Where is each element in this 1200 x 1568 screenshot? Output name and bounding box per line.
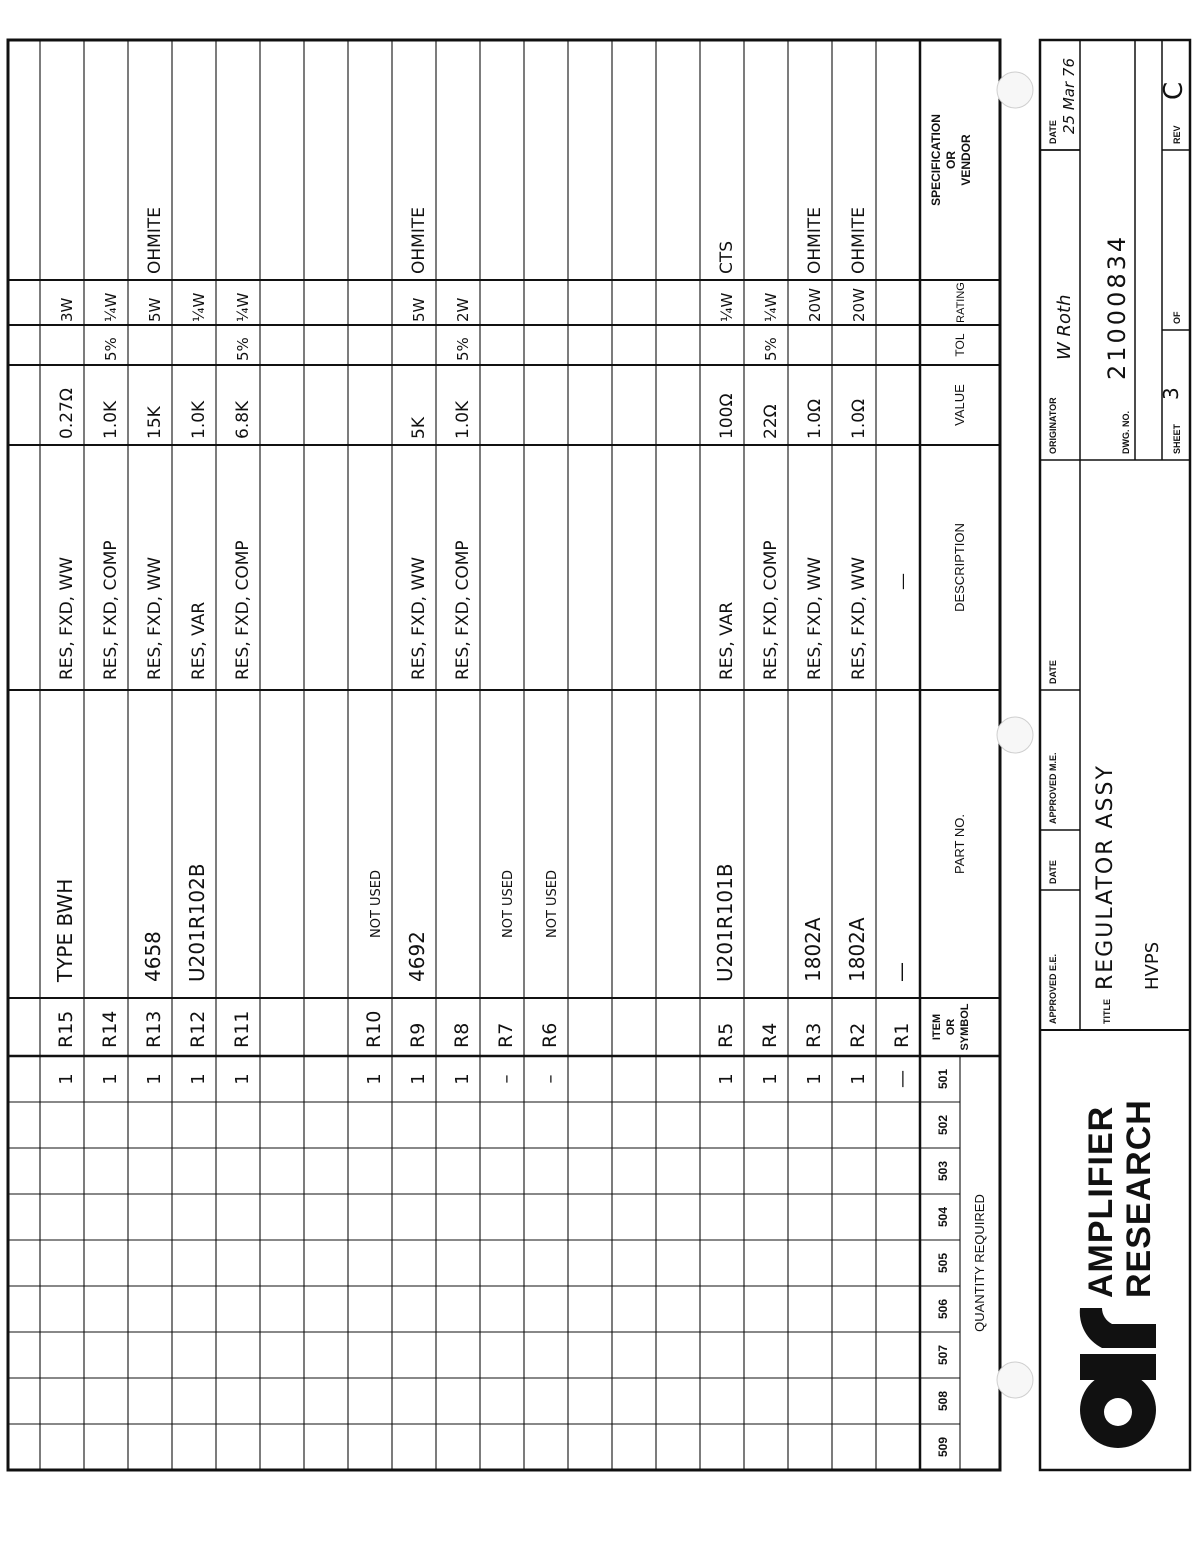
vendor-cell: OHMITE [409,207,429,274]
item-cell: R5 [715,1022,737,1048]
parts-table [8,40,1000,1470]
table-row [185,292,209,1084]
date-label-3: DATE [1048,120,1058,144]
item-cell: R4 [759,1022,781,1048]
dwg-no-label: DWG. NO. [1121,411,1131,454]
qty-group-header: QUANTITY REQUIRED [972,1194,987,1332]
qty-header-502: 502 [936,1114,950,1136]
table-row [801,207,825,1085]
binder-hole [997,717,1033,753]
dwg-no-value: 21000834 [1103,233,1131,380]
part-no-cell: U201R101B [713,863,737,982]
sheet-label: SHEET [1172,423,1182,454]
value-cell: 22Ω [761,404,781,439]
qty-501-cell: – [496,1074,517,1084]
qty-header-509: 509 [936,1436,950,1458]
qty-header-507: 507 [936,1344,950,1366]
qty-501-cell: 1 [848,1073,869,1085]
table-row [451,297,473,1084]
title-block [1040,40,1190,1470]
binder-hole [997,72,1033,108]
item-cell: R1 [891,1022,913,1048]
table-row [363,870,385,1085]
logo-a-counter [1104,1398,1132,1426]
tol-cell: 5% [454,337,472,361]
rating-cell: 20W [806,288,824,322]
tol-cell: 5% [102,337,120,361]
value-cell: 1.0Ω [805,398,825,439]
part-no-cell: U201R102B [185,863,209,982]
item-cell: R10 [363,1010,385,1048]
table-row [889,573,913,1088]
qty-501-cell: 1 [56,1073,77,1085]
description-header: DESCRIPTION [952,523,967,612]
spec-header-line1: SPECIFICATION [929,114,943,206]
qty-header-505: 505 [936,1252,950,1274]
parts-list-drawing [0,38,1200,1530]
table-row [99,292,121,1084]
spec-header-line3: VENDOR [959,134,973,186]
table-row [141,207,165,1085]
title-line2: HVPS [1142,941,1163,990]
rating-header: RATING [955,282,967,323]
part-no-cell: TYPE BWH [53,878,77,982]
vendor-cell: OHMITE [145,207,165,274]
table-row [539,870,561,1084]
item-header-line2: OR [945,1018,957,1036]
description-cell: RES, FXD, COMP [233,540,253,680]
value-header: VALUE [952,384,967,426]
part-no-header: PART NO. [952,814,967,874]
part-no-cell: NOT USED [545,869,560,938]
item-cell: R7 [495,1022,517,1048]
item-cell: R3 [803,1022,825,1048]
item-cell: R12 [187,1010,209,1048]
rating-cell: ¼W [190,292,208,322]
item-header-line1: ITEM [931,1013,943,1041]
part-no-cell: 1802A [845,917,869,982]
tol-cell: 5% [234,337,252,361]
value-cell: 15K [145,406,165,439]
item-cell: R11 [231,1010,253,1048]
value-cell: 1.0Ω [849,398,869,439]
qty-501-cell: 1 [144,1073,165,1085]
value-cell: 1.0K [453,400,473,439]
rating-cell: ¼W [234,292,252,322]
table-row [713,241,737,1085]
item-cell: R14 [99,1010,121,1048]
description-cell: RES, FXD, COMP [101,540,121,680]
value-cell: 5K [409,417,429,439]
description-cell: RES, FXD, WW [805,556,825,680]
description-cell: RES, FXD, WW [57,556,77,680]
originator-value: W Roth [1054,294,1075,360]
description-cell: RES, FXD, COMP [761,540,781,680]
qty-501-cell: — [892,1070,913,1088]
logo-a-stem [1080,1354,1156,1380]
table-row [231,292,253,1084]
description-cell: RES, FXD, WW [145,556,165,680]
approved-ee-label: APPROVED E.E. [1048,953,1058,1024]
qty-header-504: 504 [936,1206,950,1228]
parts-list-sheet [0,38,1200,1530]
title-label: TITLE [1102,999,1112,1024]
description-cell: RES, FXD, WW [849,556,869,680]
date-label-1: DATE [1048,860,1058,884]
vendor-cell: OHMITE [849,207,869,274]
approved-me-label: APPROVED M.E. [1048,752,1058,824]
vendor-cell: CTS [717,240,737,274]
rating-cell: ¼W [102,292,120,322]
tol-cell: 5% [762,337,780,361]
qty-501-cell: 1 [188,1073,209,1085]
item-cell: R15 [55,1010,77,1048]
value-cell: 6.8K [233,400,253,439]
binder-hole [997,1362,1033,1398]
date-label-2: DATE [1048,660,1058,684]
item-cell: R6 [539,1022,561,1048]
qty-501-cell: 1 [804,1073,825,1085]
company-name-line2: RESEARCH [1120,1099,1158,1298]
spec-header-line2: OR [944,151,958,169]
qty-501-cell: 1 [364,1073,385,1085]
description-cell: RES, FXD, COMP [453,540,473,680]
qty-501-cell: – [540,1074,561,1084]
title-line1: REGULATOR ASSY [1093,764,1118,990]
qty-501-cell: 1 [100,1073,121,1085]
table-row [759,292,781,1084]
originator-label: ORIGINATOR [1048,397,1058,454]
part-no-cell: 4658 [141,931,165,982]
qty-header-501: 501 [936,1068,950,1090]
table-row [495,870,517,1084]
part-no-cell: — [889,962,913,982]
value-cell: 1.0K [101,400,121,439]
rev-label: REV [1172,125,1182,144]
description-cell: RES, VAR [189,601,209,680]
qty-501-cell: 1 [408,1073,429,1085]
company-name-line1: AMPLIFIER [1082,1105,1120,1298]
description-cell: RES, FXD, WW [409,556,429,680]
item-cell: R2 [847,1022,869,1048]
vendor-cell: OHMITE [805,207,825,274]
value-cell: 0.27Ω [57,388,77,439]
item-cell: R8 [451,1022,473,1048]
qty-501-cell: 1 [760,1073,781,1085]
logo-r-icon [1080,1308,1156,1348]
part-no-cell: 1802A [801,917,825,982]
description-cell: RES, VAR [717,601,737,680]
company-logo [1080,1099,1158,1448]
table-row [845,207,869,1085]
rev-value: C [1159,81,1189,100]
qty-header-508: 508 [936,1390,950,1412]
rating-cell: 2W [454,297,472,322]
description-cell: — [893,573,913,590]
item-cell: R9 [407,1022,429,1048]
qty-header-506: 506 [936,1298,950,1320]
qty-header-503: 503 [936,1160,950,1182]
table-row [53,297,77,1084]
qty-501-cell: 1 [716,1073,737,1085]
item-header-line3: SYMBOL [959,1003,971,1051]
tol-header: TOL [953,333,967,357]
item-cell: R13 [143,1010,165,1048]
qty-501-cell: 1 [232,1073,253,1085]
table-row [405,207,429,1085]
qty-501-cell: 1 [452,1073,473,1085]
rating-cell: 5W [146,297,164,322]
rating-cell: 5W [410,297,428,322]
rating-cell: 3W [58,297,76,322]
rating-cell: ¼W [718,292,736,322]
value-cell: 100Ω [717,393,737,439]
value-cell: 1.0K [189,400,209,439]
part-no-cell: NOT USED [501,869,516,938]
part-no-cell: 4692 [405,931,429,982]
of-label: OF [1172,311,1182,324]
date-value: 25 Mar 76 [1060,57,1078,134]
rating-cell: ¼W [762,292,780,322]
sheet-value: 3 [1159,387,1183,400]
rating-cell: 20W [850,288,868,322]
part-no-cell: NOT USED [369,869,384,938]
